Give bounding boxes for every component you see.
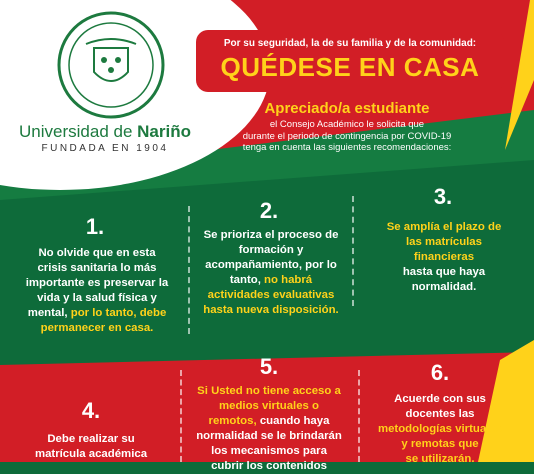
rec4-line2: matrícula académica [34, 448, 148, 460]
recommendation-3-number: 3. [433, 184, 453, 209]
rec6-line1: Acuerde con sus [394, 393, 486, 405]
rec3-line3: financieras [413, 251, 475, 263]
rec2-line4 [190, 273, 352, 288]
rec1-line5a: mental, [27, 307, 71, 319]
recommendation-2-number: 2. [259, 198, 279, 223]
rec3-line2: las matrículas [406, 236, 482, 248]
rec6-line3: metodologías virtuales [377, 423, 503, 435]
recommendation-2-text [190, 228, 352, 318]
recommendation-3-text [356, 220, 532, 295]
recommendation-5-number: 5. [259, 354, 279, 379]
recommendation-1-text [8, 246, 186, 336]
divider-2 [352, 196, 354, 306]
rec1-line2: crisis sanitaria lo más [37, 262, 157, 274]
rec1-line1: No olvide que en esta [38, 247, 156, 259]
rec2-line5: actividades evaluativas [207, 289, 335, 301]
rec5-line3a: remotos, [208, 415, 260, 427]
rec4-line1: Debe realizar su [47, 433, 135, 445]
rec2-line4b: no habrá [264, 274, 313, 286]
greeting-line-2: durante el periodo de contingencia por COVID-19 [242, 130, 452, 142]
rec6-line5: se utilizarán. [405, 453, 475, 465]
greeting-title: Apreciado/a estudiante [264, 100, 430, 117]
rec5-line4: normalidad se le brindarán [196, 430, 342, 442]
safety-note: Por su seguridad, la de su familia y de la comunidad: [223, 38, 477, 49]
rec6-line4: y remotas que [401, 438, 479, 450]
founded-label: FUNDADA EN 1904 [41, 143, 169, 154]
recommendation-4-text [4, 432, 178, 462]
rec3-line5: normalidad. [411, 281, 477, 293]
university-name [0, 122, 210, 142]
recommendation-4-number: 4. [81, 398, 101, 423]
university-name-part2: Nariño [137, 122, 191, 141]
rec1-line5b: por lo tanto, debe [70, 307, 167, 319]
rec6-line2: docentes las [405, 408, 475, 420]
greeting-line-1: el Consejo Académico le solicita que [269, 119, 425, 130]
rec5-line3 [182, 414, 356, 429]
greeting-line-3: tenga en cuenta las siguientes recomendaciones: [242, 142, 452, 153]
rec5-line1: Si Usted no tiene acceso a [197, 385, 341, 397]
rec3-line4: hasta que haya [402, 266, 486, 278]
headline: QUÉDESE EN CASA [220, 52, 480, 82]
rec1-line6: permanecer en casa. [40, 322, 154, 334]
rec5-line2: medios virtuales o [218, 400, 320, 412]
greeting-body [216, 119, 478, 154]
recommendation-5-text [182, 384, 356, 474]
recommendation-6-number: 6. [430, 360, 450, 385]
university-name-part1: Universidad de [19, 122, 138, 141]
rec2-line3: acompañamiento, por lo [205, 259, 337, 271]
rec1-line3: importante es preservar la [25, 277, 169, 289]
rec1-line5 [8, 306, 186, 321]
rec5-line5: los mecanismos para [211, 445, 327, 457]
rec5-line6: cubrir los contenidos [211, 460, 327, 472]
university-seal [56, 10, 166, 120]
rec5-line3b: cuando haya [259, 415, 330, 427]
rec3-line1: Se amplía el plazo de [386, 221, 502, 233]
rec2-line4a: tanto, [229, 274, 265, 286]
rec1-line4: vida y la salud física y [37, 292, 157, 304]
recommendation-6-text [360, 392, 520, 467]
recommendation-1-number: 1. [85, 214, 105, 239]
rec2-line1: Se prioriza el proceso de [203, 229, 339, 241]
rec2-line2: formación y [238, 244, 304, 256]
rec2-line6: hasta nueva disposición. [203, 304, 339, 316]
